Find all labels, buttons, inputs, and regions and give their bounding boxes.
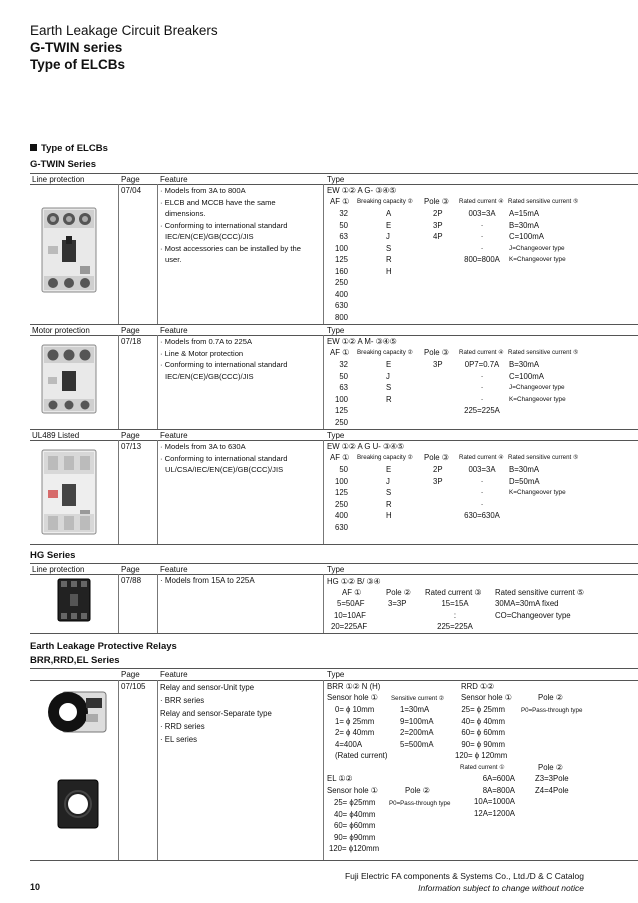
block3-features [160, 441, 287, 476]
rated-current-header: Rated current ④ [459, 454, 504, 461]
sensor-hole-value: 0= ϕ 10mm [335, 705, 375, 714]
pole-value: 2P [433, 209, 443, 218]
type-col-header: Type [327, 326, 345, 335]
af-value: 20=225AF [331, 622, 368, 631]
sensor-hole-value: 25= ϕ 25mm [461, 705, 505, 714]
col-sep [118, 335, 119, 429]
bc-value: A [386, 209, 392, 218]
block3-pole-values [433, 464, 443, 487]
type-col-header: Type [327, 431, 345, 440]
af-value: 32 [339, 360, 348, 369]
ul489-elcb-product-image [40, 448, 98, 536]
col-sep [118, 440, 119, 544]
hg-feature: · Models from 15A to 225A [160, 576, 255, 585]
block2-features [160, 336, 287, 382]
rrd-pole-header: Pole ② [538, 693, 563, 702]
pole-value: 4P [433, 232, 443, 241]
rs-value: B=30mA [509, 360, 540, 369]
feature-text: Relay and sensor-Unit type [160, 683, 255, 692]
rated-sensitive-header: Rated sensitive current ⑤ [508, 349, 579, 356]
bc-value: J [386, 232, 390, 241]
brr-relay-image [46, 684, 108, 738]
af-value: 160 [334, 266, 348, 276]
divider [30, 173, 638, 174]
feature-text: · Most accessories can be installed by the [160, 243, 301, 253]
relays-series-title: BRR,RRD,EL Series [30, 655, 120, 666]
rated-sensitive-header: Rated sensitive current ⑤ [508, 198, 579, 205]
hg-rc-header: Rated current ③ [425, 588, 482, 597]
rc-value: 15=15A [441, 599, 469, 608]
feature-text: dimensions. [165, 209, 206, 218]
block3-bc-values [386, 464, 392, 522]
af-value: 800 [334, 312, 348, 322]
rs-value: K=Changeover type [509, 489, 566, 496]
sensor-hole-value: 60= ϕ 60mm [461, 728, 505, 737]
rated-sensitive-header: Rated sensitive current ⑤ [508, 454, 579, 461]
col-sep [118, 680, 119, 860]
rc-value: 225=225A [464, 406, 500, 415]
rrd-rated-current-values [445, 773, 515, 819]
rc-value: · [480, 243, 484, 253]
rs-value: K=Changeover type [509, 256, 566, 263]
af-value: 630 [334, 301, 348, 310]
sensor-hole-value: 4=400A [335, 739, 363, 749]
block2-af-values [330, 359, 348, 428]
block1-af-values [330, 208, 348, 323]
page-col-header: Page [121, 431, 140, 440]
el-pole-header: Pole ② [405, 786, 430, 795]
pole-value: 3=3P [388, 599, 407, 608]
hg-rs-values [495, 598, 571, 621]
divider [30, 860, 638, 861]
type-col-header: Type [327, 175, 345, 184]
feature-text: · Line & Motor protection [160, 348, 244, 358]
feature-text: · ELCB and MCCB have the same [160, 197, 276, 207]
rc-value: · [480, 499, 484, 509]
divider [30, 324, 638, 325]
divider [30, 544, 638, 545]
hg-pole-values [388, 598, 406, 610]
af-value: 10=10AF [334, 610, 366, 620]
sensor-hole-value: (Rated current) [335, 751, 388, 760]
pole-value: 3P [433, 476, 443, 486]
rs-value: B=30mA [509, 465, 540, 474]
rc-value: · [480, 476, 484, 486]
page-col-header: Page [121, 175, 140, 184]
footer-note: Information subject to change without notice [418, 883, 584, 893]
af-value: 32 [339, 209, 348, 218]
af-value: 630 [334, 522, 348, 532]
af-header: AF ① [330, 348, 350, 357]
breaking-capacity-header: Breaking capacity ② [357, 454, 414, 461]
rc-value: 003=3A [468, 209, 496, 218]
sensor-hole-value: 90= ϕ 90mm [461, 739, 505, 749]
rc-value: · [480, 394, 484, 404]
block1-category: Line protection [32, 175, 85, 184]
motor-elcb-product-image [40, 343, 98, 415]
el-sensor-image [56, 778, 100, 830]
pole-value: Z4=4Pole [535, 785, 569, 795]
block1-features [160, 185, 301, 266]
brr-sensitive-current-values [400, 704, 434, 750]
block2-page: 07/18 [121, 337, 142, 346]
rrd-sensor-hole-values [455, 704, 508, 762]
sensor-hole-value: 40= ϕ 40mm [461, 716, 505, 726]
block1-rc-values [458, 208, 506, 266]
feature-text: user. [165, 255, 182, 264]
sensor-hole-value: 40= ϕ40mm [334, 809, 376, 819]
rrd-pole2-values [535, 773, 569, 796]
af-value: 63 [339, 383, 348, 392]
af-value: 50 [339, 371, 348, 381]
sensor-hole-value: 90= ϕ90mm [334, 832, 376, 842]
rated-current-value: 6A=600A [482, 774, 515, 783]
feature-text: · Conforming to international standard [160, 220, 288, 230]
elcb-product-image [40, 206, 98, 294]
header-line2: G-TWIN series [30, 40, 123, 55]
el-type-code: EL ①② [327, 774, 353, 783]
block2-category: Motor protection [32, 326, 90, 335]
breaking-capacity-header: Breaking capacity ② [357, 198, 414, 205]
feature-text: IEC/EN(CE)/GB(CCC)/JIS [165, 232, 254, 241]
divider [30, 633, 638, 634]
af-value: 125 [334, 488, 348, 497]
pole-value: 3P [433, 220, 443, 230]
rs-value: A=15mA [509, 209, 540, 218]
rs-value: D=50mA [509, 476, 540, 486]
feature-text: · BRR series [160, 696, 205, 705]
block1-pole-values [433, 208, 443, 243]
relays-title: Earth Leakage Protective Relays [30, 641, 177, 652]
pole-header: Pole ③ [424, 197, 449, 206]
rated-current-value: 12A=1200A [474, 808, 515, 818]
af-value: 400 [334, 289, 348, 299]
type-col-header: Type [327, 670, 345, 679]
sensitive-current-value: 9=100mA [400, 716, 434, 726]
page-col-header: Page [121, 326, 140, 335]
footer-company: Fuji Electric FA components & Systems Co., Ltd./D & C Catalog [344, 871, 584, 881]
sensor-hole-value: 60= ϕ60mm [334, 821, 376, 830]
bc-value: R [386, 499, 392, 509]
col-sep [118, 574, 119, 633]
col-sep [323, 574, 324, 633]
rc-value: 225=225A [437, 622, 473, 631]
rrd-type-code: RRD ①② [461, 682, 495, 691]
feature-text: UL/CSA/IEC/EN(CE)/GB(CCC)/JIS [165, 465, 284, 474]
el-sensor-hole-header: Sensor hole ① [327, 786, 378, 795]
block3-rc-values [458, 464, 506, 522]
header-line1: Earth Leakage Circuit Breakers [30, 23, 218, 38]
block2-rs-values [509, 359, 566, 405]
page-col-header: Page [121, 670, 140, 679]
rrd-rated-current-header: Rated current ① [460, 764, 505, 771]
col-sep [323, 184, 324, 324]
af-value: 100 [334, 476, 348, 486]
af-value: 250 [334, 417, 348, 427]
feature-text: · Models from 3A to 800A [160, 186, 246, 195]
rs-value: CO=Changeover type [495, 610, 571, 620]
brr-sensitive-current-header: Sensitive current ② [391, 695, 445, 702]
block1-page: 07/04 [121, 186, 142, 195]
col-sep [157, 335, 158, 429]
feature-text: · Conforming to international standard [160, 453, 288, 463]
rs-value: J=Changeover type [509, 384, 565, 391]
brr-sensor-hole-values [335, 704, 387, 762]
rs-value: 30MA=30mA fixed [495, 599, 559, 608]
bc-value: R [386, 255, 392, 264]
block2-bc-values [386, 359, 392, 405]
block1-rs-values [509, 208, 566, 266]
rs-value: J=Changeover type [509, 244, 565, 252]
rs-value: C=100mA [509, 232, 544, 241]
rrd-pole2-header: Pole ② [538, 763, 563, 772]
block2-rc-values [458, 359, 506, 417]
af-value: 125 [334, 255, 348, 264]
pole-value: 3P [433, 360, 443, 369]
col-sep [323, 680, 324, 860]
af-value: 400 [334, 511, 348, 520]
rated-current-value: 8A=800A [482, 785, 515, 795]
page-number: 10 [30, 882, 41, 892]
block3-af-values [330, 464, 348, 533]
sensor-hole-value: 2= ϕ 40mm [335, 728, 375, 737]
rc-value: 800=800A [464, 255, 500, 264]
block2-pole-values [433, 359, 443, 371]
block3-page: 07/13 [121, 442, 142, 451]
el-pole-value: P0=Pass-through type [389, 800, 451, 807]
pole-value: Z3=3Pole [535, 774, 569, 783]
af-header: AF ① [330, 197, 350, 206]
rrd-sensor-hole-header: Sensor hole ① [461, 693, 512, 702]
relays-features [160, 681, 272, 746]
rc-value: · [480, 371, 484, 381]
square-bullet-icon [30, 144, 37, 151]
bc-value: E [386, 360, 392, 369]
hg-rc-values [430, 598, 480, 633]
block3-rs-values [509, 464, 566, 499]
af-value: 5=50AF [337, 599, 365, 608]
rs-value: C=100mA [509, 371, 544, 381]
hg-af-header: AF ① [342, 588, 362, 597]
hg-series-title: HG Series [30, 550, 76, 561]
bc-value: R [386, 394, 392, 404]
hg-rs-header: Rated sensitive current ⑤ [495, 588, 584, 597]
block3-category: UL489 Listed [32, 431, 80, 440]
col-sep [157, 184, 158, 324]
rs-value: B=30mA [509, 220, 540, 230]
bc-value: S [386, 488, 392, 497]
block1-bc-values [386, 208, 392, 277]
af-value: 250 [334, 499, 348, 509]
af-value: 50 [339, 465, 348, 474]
rated-current-header: Rated current ④ [459, 349, 504, 356]
af-value: 50 [339, 220, 348, 230]
rc-value: 0P7=0.7A [464, 360, 500, 369]
af-value: 125 [334, 406, 348, 415]
feature-col-header: Feature [160, 565, 188, 574]
col-sep [157, 574, 158, 633]
rc-value: 630=630A [464, 511, 500, 520]
col-sep [157, 440, 158, 544]
sensitive-current-value: 1=30mA [400, 705, 430, 714]
feature-text: · EL series [160, 735, 197, 744]
af-value: 250 [334, 278, 348, 287]
bc-value: E [386, 465, 392, 474]
sensitive-current-value: 2=200mA [400, 728, 434, 737]
relays-page: 07/105 [121, 682, 146, 691]
col-sep [157, 680, 158, 860]
pole-header: Pole ③ [424, 348, 449, 357]
feature-col-header: Feature [160, 175, 188, 184]
bc-value: J [386, 371, 390, 381]
el-sensor-hole-values [329, 797, 379, 855]
rs-value: K=Changeover type [509, 395, 566, 403]
rc-value: · [480, 488, 484, 497]
section-title [30, 143, 108, 154]
type-col-header: Type [327, 565, 345, 574]
af-value: 63 [339, 232, 348, 241]
divider [30, 574, 638, 575]
af-header: AF ① [330, 453, 350, 462]
bc-value: E [386, 220, 392, 230]
feature-col-header: Feature [160, 326, 188, 335]
feature-col-header: Feature [160, 431, 188, 440]
bc-value: H [386, 266, 392, 276]
hg-elcb-product-image [57, 578, 91, 622]
sensitive-current-value: 5=500mA [400, 739, 434, 749]
block3-type-code: EW ①② A G U- ③④⑤ [327, 442, 404, 451]
feature-text: · RRD series [160, 722, 205, 731]
divider [30, 429, 638, 430]
col-sep [118, 184, 119, 324]
feature-text: · Models from 0.7A to 225A [160, 337, 253, 346]
block1-type-code: EW ①② A G- ③④⑤ [327, 186, 397, 195]
rc-value: : [453, 610, 457, 620]
rc-value: · [480, 232, 484, 241]
feature-col-header: Feature [160, 670, 188, 679]
breaking-capacity-header: Breaking capacity ② [357, 349, 414, 356]
rc-value: 003=3A [468, 465, 496, 474]
page-col-header: Page [121, 565, 140, 574]
block2-type-code: EW ①② A M- ③④⑤ [327, 337, 397, 346]
hg-type-code: HG ①② B/ ③④ [327, 577, 381, 586]
af-value: 100 [334, 394, 348, 404]
page-header [30, 22, 218, 73]
rrd-pole-value: P0=Pass-through type [521, 707, 583, 714]
gtwin-series-title: G-TWIN Series [30, 159, 96, 170]
brr-type-code: BRR ①② N (H) [327, 682, 381, 691]
hg-pole-header: Pole ② [386, 588, 411, 597]
feature-text: · Models from 3A to 630A [160, 442, 246, 451]
hg-category: Line protection [32, 565, 85, 574]
divider [30, 668, 638, 669]
col-sep [323, 440, 324, 544]
rc-value: · [480, 383, 484, 392]
hg-page: 07/88 [121, 576, 142, 585]
pole-header: Pole ③ [424, 453, 449, 462]
bc-value: S [386, 243, 392, 253]
brr-sensor-hole-header: Sensor hole ① [327, 693, 378, 702]
bc-value: S [386, 383, 392, 392]
section-title-text: Type of ELCBs [41, 143, 108, 154]
af-value: 100 [334, 243, 348, 253]
sensor-hole-value: 120= ϕ 120mm [455, 751, 508, 760]
header-line3: Type of ELCBs [30, 57, 126, 72]
pole-value: 2P [433, 465, 443, 474]
bc-value: H [386, 511, 392, 520]
divider [30, 563, 638, 564]
col-sep [323, 335, 324, 429]
feature-text: · Conforming to international standard [160, 360, 288, 369]
rated-current-value: 10A=1000A [474, 797, 515, 806]
bc-value: J [386, 476, 390, 486]
feature-text: IEC/EN(CE)/GB(CCC)/JIS [165, 371, 254, 381]
sensor-hole-value: 25= ϕ25mm [334, 798, 376, 807]
rated-current-header: Rated current ④ [459, 198, 504, 205]
sensor-hole-value: 120= ϕ120mm [329, 844, 380, 853]
rc-value: · [480, 220, 484, 230]
hg-af-values [331, 598, 367, 633]
feature-text: Relay and sensor-Separate type [160, 709, 272, 718]
sensor-hole-value: 1= ϕ 25mm [335, 716, 375, 726]
